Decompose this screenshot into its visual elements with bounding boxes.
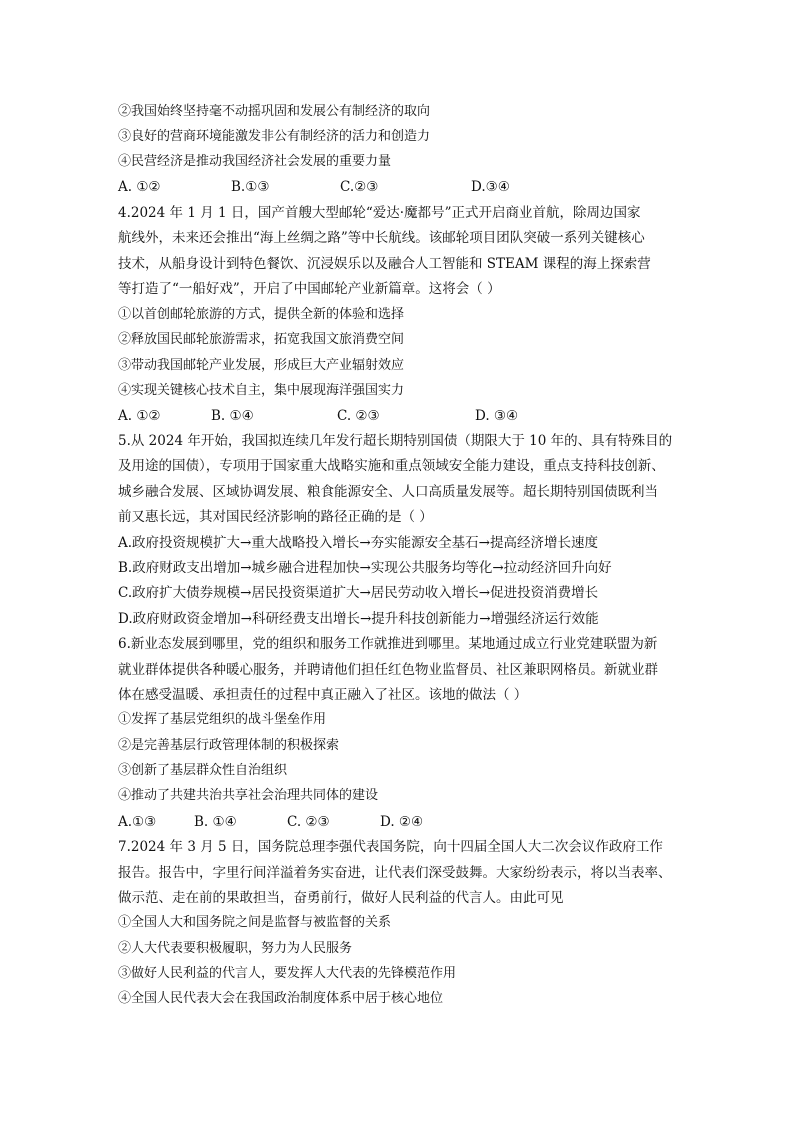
q6-option-a[interactable]: A.①③	[118, 814, 157, 830]
q4-stem-line-3: 技术，从船身设计到特色餐饮、沉浸娱乐以及融合人工智能和 STEAM 课程的海上探索营	[118, 256, 651, 272]
q6-option-d[interactable]: D. ②④	[380, 814, 424, 830]
q5-stem-line-2: 及用途的国债），专项用于国家重大战略实施和重点领域安全能力建设，重点支持科技创新、	[118, 458, 665, 474]
q7-stem-line-1: 7.2024 年 3 月 5 日，国务院总理李强代表国务院，向十四届全国人大二次会议作政府工作	[118, 839, 663, 855]
q3-statement-2: ②我国始终坚持毫不动摇巩固和发展公有制经济的取向	[118, 104, 431, 119]
q3-option-d[interactable]: D.③④	[471, 179, 510, 195]
q6-statement-2: ②是完善基层行政管理体制的积极探索	[118, 738, 340, 753]
q4-options	[118, 407, 678, 425]
q3-option-c[interactable]: C.②③	[340, 179, 379, 195]
q4-stem-line-1: 4.2024 年 1 月 1 日，国产首艘大型邮轮“爱达·魔都号”正式开启商业首航，除周边国家	[118, 205, 641, 221]
q5-stem-line-4: 前又惠长远，其对国民经济影响的路径正确的是（ ）	[118, 509, 433, 525]
q6-stem-line-3: 体在感受温暖、承担责任的过程中真正融入了社区。该地的做法（ ）	[118, 687, 528, 703]
q7-stem-line-2: 报告。报告中，字里行间洋溢着务实奋进，让代表们深受鼓舞。大家纷纷表示，将以当表率、	[118, 865, 672, 881]
q3-option-b[interactable]: B.①③	[231, 179, 270, 195]
q4-option-c[interactable]: C. ②③	[337, 408, 380, 424]
q4-statement-1: ①以首创邮轮旅游的方式，提供全新的体验和选择	[118, 307, 405, 322]
q7-statement-2: ②人大代表要积极履职，努力为人民服务	[118, 941, 353, 956]
q7-statement-1: ①全国人大和国务院之间是监督与被监督的关系	[118, 915, 392, 930]
q4-option-b[interactable]: B. ①④	[211, 408, 254, 424]
q5-stem-line-1: 5.从 2024 年开始，我国拟连续几年发行超长期特别国债（期限大于 10 年的、具有特殊目的	[118, 433, 673, 449]
q3-statement-3: ③良好的营商环境能激发非公有制经济的活力和创造力	[118, 129, 431, 144]
q4-statement-4: ④实现关键核心技术自主，集中展现海洋强国实力	[118, 383, 405, 398]
q4-statement-3: ③带动我国邮轮产业发展，形成巨大产业辐射效应	[118, 358, 405, 373]
q6-stem-line-2: 就业群体提供各种暖心服务，并聘请他们担任红色物业监督员、社区兼职网格员。新就业群	[118, 662, 658, 678]
q4-statement-2: ②释放国民邮轮旅游需求，拓宽我国文旅消费空间	[118, 332, 405, 347]
q5-option-d[interactable]: D.政府财政资金增加→科研经费支出增长→提升科技创新能力→增强经济运行效能	[118, 611, 599, 627]
q3-option-a[interactable]: A. ①②	[118, 179, 161, 195]
q6-option-b[interactable]: B. ①④	[194, 814, 237, 830]
q5-option-c[interactable]: C.政府扩大债券规模→居民投资渠道扩大→居民劳动收入增长→促进投资消费增长	[118, 585, 599, 601]
q6-statement-1: ①发挥了基层党组织的战斗堡垒作用	[118, 712, 327, 727]
q6-stem-line-1: 6.新业态发展到哪里，党的组织和服务工作就推进到哪里。某地通过成立行业党建联盟为新	[118, 636, 658, 652]
q6-option-c[interactable]: C. ②③	[287, 814, 330, 830]
q3-statement-4: ④民营经济是推动我国经济社会发展的重要力量	[118, 154, 392, 169]
q7-stem-line-3: 做示范、走在前的果敢担当，奋勇前行，做好人民利益的代言人。由此可见	[118, 890, 564, 906]
q6-statement-4: ④推动了共建共治共享社会治理共同体的建设	[118, 788, 379, 803]
q4-option-d[interactable]: D. ③④	[475, 408, 519, 424]
q4-stem-line-4: 等打造了“一船好戏”，开启了中国邮轮产业新篇章。这将会（ ）	[118, 281, 501, 297]
q4-stem-line-2: 航线外，未来还会推出“海上丝绸之路”等中长航线。该邮轮项目团队突破一系列关键核心	[118, 230, 645, 246]
q5-option-a[interactable]: A.政府投资规模扩大→重大战略投入增长→夯实能源安全基石→提高经济增长速度	[118, 535, 598, 551]
q7-statement-4: ④全国人民代表大会在我国政治制度体系中居于核心地位	[118, 991, 444, 1006]
q6-options	[118, 813, 678, 831]
q7-statement-3: ③做好人民利益的代言人，要发挥人大代表的先锋模范作用	[118, 966, 457, 981]
q6-statement-3: ③创新了基层群众性自治组织	[118, 763, 288, 778]
q5-option-b[interactable]: B.政府财政支出增加→城乡融合进程加快→实现公共服务均等化→拉动经济回升向好	[118, 560, 612, 576]
q4-option-a[interactable]: A. ①②	[118, 408, 161, 424]
q3-options	[118, 178, 678, 196]
q5-stem-line-3: 城乡融合发展、区域协调发展、粮食能源安全、人口高质量发展等。超长期特别国债既利当	[118, 484, 658, 500]
